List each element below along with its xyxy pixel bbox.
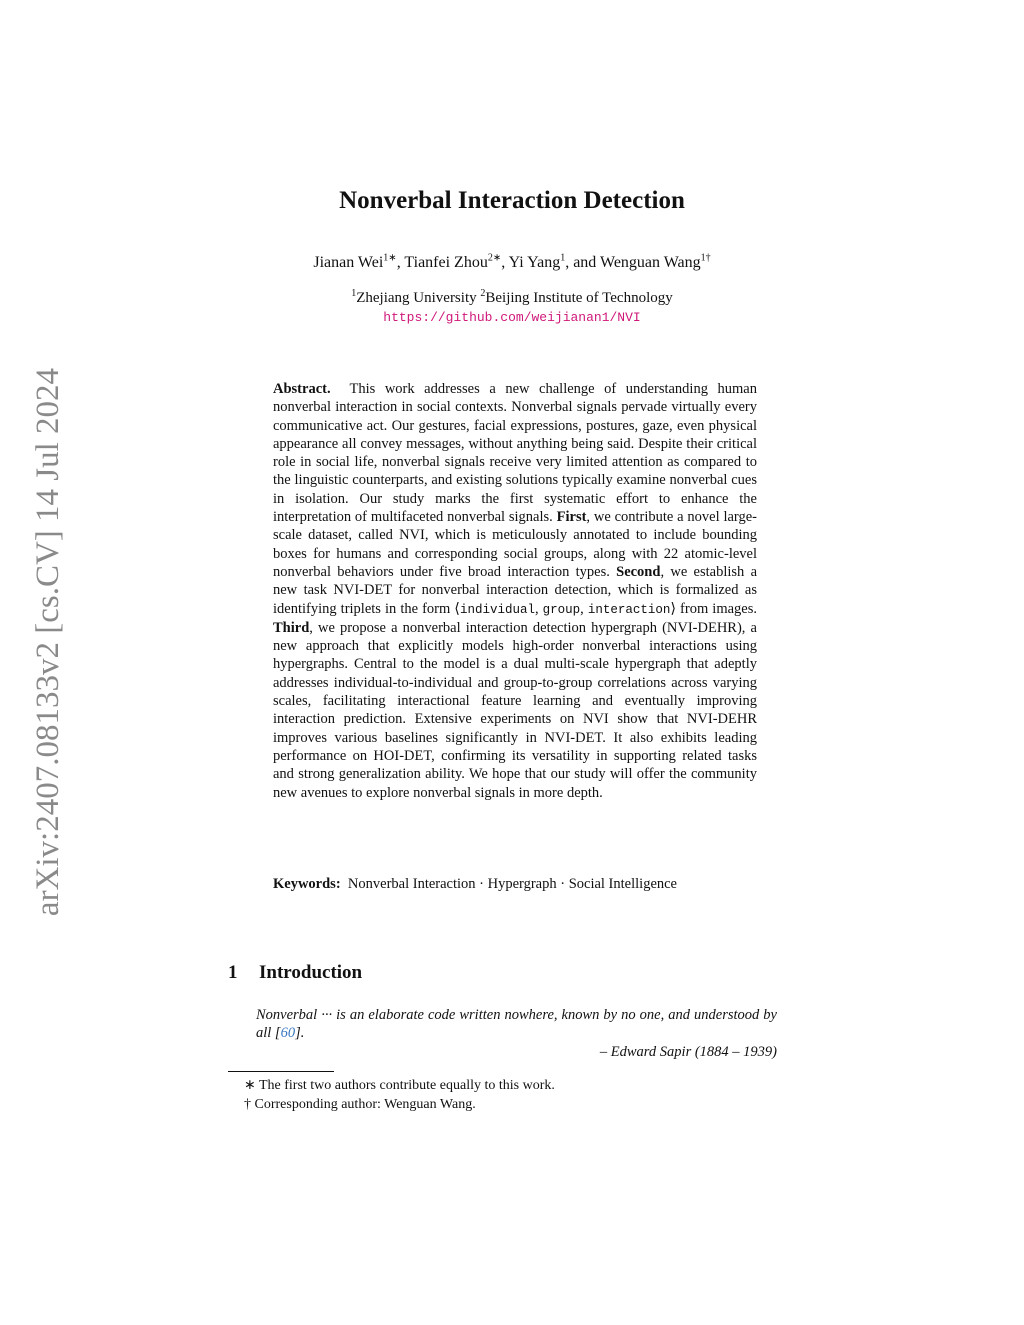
separator: , (534, 600, 543, 617)
triplet-term: group (542, 602, 581, 617)
affiliation-mark: 1 (351, 288, 357, 299)
triplet-term: interaction (587, 602, 671, 617)
citation-link[interactable]: 60 (280, 1025, 296, 1042)
abstract-text: , we propose a nonverbal interaction detection hypergraph (NVI-DEHR), a new approach that explicitly models high-order nonverbal interactions using hypergraphs. Central to the model is a dual multi-scale hypergraph that adeptly addresses individual-to-individual and group-to-group correlations across varying scales, facilitating interactional feature learning and eventually improving interaction prediction. Extensive experiments on NVI show that NVI-DEHR improves various baselines significantly in NVI-DET. It also exhibits leading performance on HOI-DET, confirming its versatility in supporting related tasks and strong generalization ability. We hope that our study will offer the community new avenues to explore nonverbal signals in more depth. (273, 619, 757, 801)
author-name: Yi Yang (508, 254, 561, 271)
triplet-term: individual (459, 602, 535, 617)
abstract-text: ⟩ from images. (670, 600, 757, 617)
section-number: 1 (228, 962, 238, 983)
epigraph-source: – Edward Sapir (1884 – 1939) (599, 1044, 777, 1060)
abstract-text: This work addresses a new challenge of understanding human nonverbal interaction in social contexts. Nonverbal signals pervade virtually every communicative act. Our gestures, facial expressions, postures, gaze, even physical appearance all convey messages, without anything being said. Despite their critical role in social life, nonverbal signals receive very limited attention as compared to the linguistic counterparts, and existing solutions typically examine nonverbal cues in isolation. Our study marks the first systematic effort to enhance the interpretation of multifaceted nonverbal signals. (273, 381, 757, 526)
paper-title: Nonverbal Interaction Detection (339, 187, 685, 214)
abstract-emphasis: Second (616, 563, 661, 580)
repository-link[interactable]: https://github.com/weijianan1/NVI (383, 310, 641, 325)
author-list: Jianan Wei$^{1∗}$, Tianfei Zhou$^{2∗}$, Yi Yang$^1$, and Wenguan Wang$^{1\dagger}$ (313, 252, 711, 271)
arxiv-identifier: arXiv:2407.08133v2 [cs.CV] 14 Jul 2024 (30, 367, 66, 917)
abstract-emphasis: Third (273, 619, 310, 636)
abstract-label: Abstract. (273, 381, 331, 397)
keywords (273, 876, 773, 893)
author-name: Jianan Wei (313, 254, 384, 271)
author-marks: 2∗ (487, 252, 502, 264)
abstract-emphasis: First (556, 509, 587, 526)
abstract (273, 380, 757, 802)
author-marks: 1∗ (383, 252, 397, 264)
footnote-divider (228, 1071, 334, 1072)
author-name: and Wenguan Wang (573, 254, 701, 271)
abstract-text: , we establish a new task NVI-DET for nonverbal interaction detection, which is formalized as identifying triplets in the form ⟨ (273, 563, 758, 617)
separator: , (580, 600, 588, 617)
footnote: ∗ The first two authors contribute equally to this work. (244, 1078, 555, 1093)
author-marks: 1† (700, 252, 711, 264)
epigraph-quote (256, 1006, 777, 1043)
affiliations (0, 290, 1024, 307)
keywords-text: Nonverbal Interaction · Hypergraph · Social Intelligence (347, 876, 677, 892)
abstract-text: , we contribute a novel large-scale dataset, called NVI, which is meticulously annotated to include bounding boxes for humans and corresponding social groups, along with 22 atomic-level nonverbal behaviors under five broad interaction types. (273, 509, 758, 580)
keywords-label: Keywords: (273, 876, 341, 892)
affiliation-name: Zhejiang University (356, 290, 477, 306)
affiliation-mark: 2 (480, 288, 486, 299)
section-title: Introduction (259, 962, 363, 983)
epigraph-text: Nonverbal ··· is an elaborate code written nowhere, known by no one, and understood by all [ (256, 1007, 777, 1042)
epigraph-text: ]. (295, 1025, 305, 1042)
author-name: Tianfei Zhou (404, 254, 488, 271)
author-marks: 1 (560, 252, 566, 264)
section-heading (228, 962, 362, 984)
affiliation-name: Beijing Institute of Technology (485, 290, 673, 306)
footnote: † Corresponding author: Wenguan Wang. (244, 1097, 476, 1112)
